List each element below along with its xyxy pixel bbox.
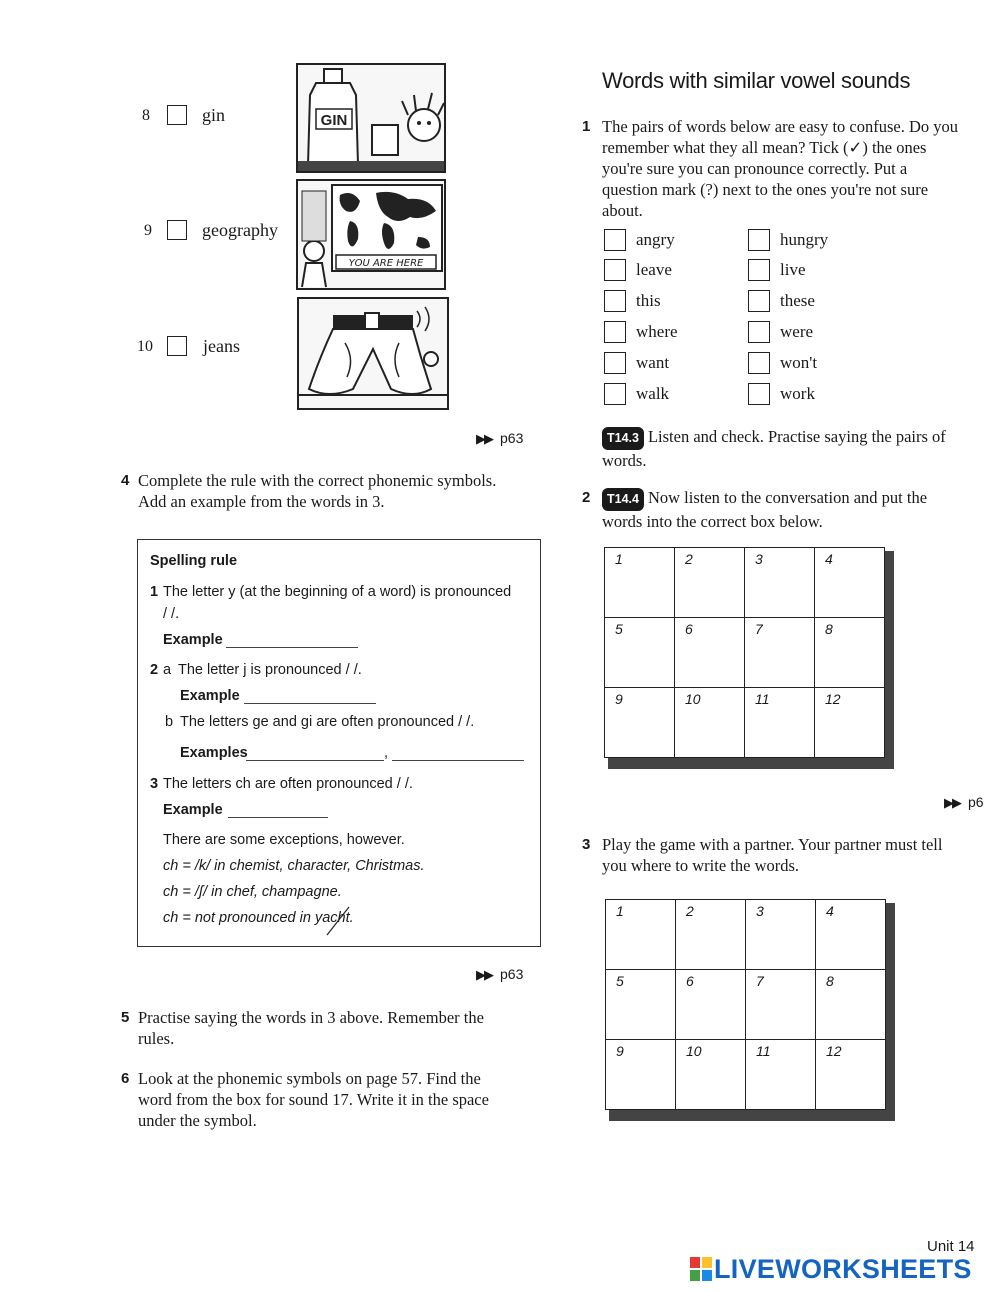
example-label: Example xyxy=(163,802,223,818)
word-label: work xyxy=(780,384,815,403)
exercise-1-line-3: you're sure you can pronounce correctly. Put a xyxy=(602,159,908,178)
exercise-5-line-1: Practise saying the words in 3 above. Remember the xyxy=(138,1008,484,1027)
exercise-5-line-2: rules. xyxy=(138,1029,175,1048)
exercise-1-line-1: The pairs of words below are easy to confuse. Do you xyxy=(602,117,959,136)
exception-2: ch = /ʃ/ in chef, champagne. xyxy=(163,884,342,900)
grid-cell[interactable]: 9 xyxy=(605,688,675,758)
tick-box[interactable] xyxy=(748,229,770,251)
word-label: were xyxy=(780,322,814,341)
word-label: this xyxy=(636,291,661,310)
exercise-6 xyxy=(118,1068,558,1131)
rule-2a-text: The letter j is pronounced / /. xyxy=(178,662,362,678)
exceptions-intro: There are some exceptions, however. xyxy=(163,832,405,848)
bottle-label: GIN xyxy=(320,112,348,129)
grid-cell[interactable]: 3 xyxy=(745,548,815,618)
exercise-2-line-2: words into the correct box below. xyxy=(602,512,823,531)
word-label: live xyxy=(780,260,806,279)
exercise-number: 3 xyxy=(582,836,591,853)
strike-mark-icon xyxy=(323,905,353,939)
exercise-1-line-5: about. xyxy=(602,201,643,220)
exercise-number: 5 xyxy=(121,1009,130,1026)
word-label: walk xyxy=(636,384,670,403)
grid-cell[interactable]: 4 xyxy=(815,548,885,618)
rule-2-number: 2 xyxy=(150,662,159,678)
grid-cell[interactable]: 12 xyxy=(815,688,885,758)
exercise-1-line-2: remember what they all mean? Tick (✓) the ones xyxy=(602,138,927,157)
double-arrow-icon: ▶▶ xyxy=(476,432,492,447)
spelling-rule-box xyxy=(137,539,541,947)
exercise-number: 6 xyxy=(121,1070,130,1087)
gin-bottle-picture xyxy=(296,63,446,173)
examples-label: Examples xyxy=(180,745,248,761)
word-label: won't xyxy=(780,353,818,372)
rule-2a-letter: a xyxy=(163,662,172,678)
grid-cell[interactable]: 3 xyxy=(746,900,816,970)
tick-box[interactable] xyxy=(748,290,770,312)
exercise-3-line-2: you where to write the words. xyxy=(602,856,800,875)
grid-cell[interactable]: 11 xyxy=(746,1040,816,1110)
tick-box[interactable] xyxy=(604,352,626,374)
grid-cell[interactable]: 4 xyxy=(816,900,886,970)
word-label: want xyxy=(636,353,670,372)
grid-cell[interactable]: 7 xyxy=(746,970,816,1040)
picture-item-10 xyxy=(137,336,277,360)
tick-box[interactable] xyxy=(748,259,770,281)
rule-title: Spelling rule xyxy=(150,553,238,569)
example-blank-1[interactable] xyxy=(246,748,384,761)
grid-cell[interactable]: 8 xyxy=(815,618,885,688)
page-reference-right: ▶▶ p6 xyxy=(944,794,984,811)
exception-1: ch = /k/ in chemist, character, Christmas. xyxy=(163,858,425,874)
grid-cell[interactable]: 5 xyxy=(606,970,676,1040)
grid-cell[interactable]: 1 xyxy=(606,900,676,970)
grid-cell[interactable]: 7 xyxy=(745,618,815,688)
exercise-5 xyxy=(118,1007,558,1049)
grid-cell[interactable]: 6 xyxy=(676,970,746,1040)
listen-line-2: words. xyxy=(602,451,647,470)
rule-1: 1 xyxy=(150,584,159,600)
word-grid-1 xyxy=(604,547,885,758)
comma: , xyxy=(384,745,389,761)
rule-2b-letter: b xyxy=(165,714,174,730)
word-label: hungry xyxy=(780,230,829,249)
track-badge: T14.3 xyxy=(602,427,644,450)
brand-name: LIVEWORKSHEETS xyxy=(714,1254,972,1284)
tick-box[interactable] xyxy=(604,229,626,251)
track-badge: T14.4 xyxy=(602,488,644,511)
rule-1-slashes: / /. xyxy=(163,606,180,622)
section-title: Words with similar vowel sounds xyxy=(602,68,911,93)
tick-box[interactable] xyxy=(604,321,626,343)
picture-item-9 xyxy=(142,220,287,244)
exercise-3 xyxy=(582,834,997,876)
exercise-1-line-4: question mark (?) next to the ones you're not sure xyxy=(602,180,929,199)
page-reference: ▶▶ p63 xyxy=(476,966,524,983)
item-number: 9 xyxy=(144,222,152,239)
answer-checkbox[interactable] xyxy=(167,336,187,356)
example-blank[interactable] xyxy=(228,805,328,818)
grid-cell[interactable]: 9 xyxy=(606,1040,676,1110)
rule-1-text: The letter y (at the beginning of a word) is pronounced xyxy=(163,584,512,600)
item-word: gin xyxy=(202,105,226,125)
exercise-4-line-1: Complete the rule with the correct phonemic symbols. xyxy=(138,471,497,490)
word-grid-2 xyxy=(605,899,886,1110)
grid-cell[interactable]: 10 xyxy=(676,1040,746,1110)
exercise-3-line-1: Play the game with a partner. Your partner must tell xyxy=(602,835,943,854)
exercise-1 xyxy=(582,116,997,221)
example-blank[interactable] xyxy=(244,691,376,704)
exercise-6-line-3: under the symbol. xyxy=(138,1111,257,1130)
exercise-2-line-1: Now listen to the conversation and put the xyxy=(647,488,928,507)
example-label: Example xyxy=(163,632,223,648)
word-label: where xyxy=(636,322,678,341)
page-reference: ▶▶ p63 xyxy=(476,430,524,447)
rule-3-text: The letters ch are often pronounced / /. xyxy=(163,776,413,792)
exercise-4 xyxy=(118,470,558,512)
grid-cell[interactable]: 12 xyxy=(816,1040,886,1110)
grid-cell[interactable]: 11 xyxy=(745,688,815,758)
grid-cell[interactable]: 10 xyxy=(675,688,745,758)
tick-box[interactable] xyxy=(604,259,626,281)
tick-box[interactable] xyxy=(748,321,770,343)
example-label: Example xyxy=(180,688,240,704)
grid-cell[interactable]: 6 xyxy=(675,618,745,688)
example-blank-2[interactable] xyxy=(392,748,524,761)
grid-cell[interactable]: 2 xyxy=(676,900,746,970)
world-map-picture xyxy=(296,179,446,290)
listen-line-1: Listen and check. Practise saying the pairs of xyxy=(647,427,946,446)
item-word: jeans xyxy=(203,336,240,356)
exception-3: ch = not pronounced in yacht. xyxy=(163,910,354,926)
liveworksheets-logo-icon xyxy=(690,1257,712,1281)
item-number: 10 xyxy=(137,338,153,355)
word-label: leave xyxy=(636,260,672,279)
exercise-2 xyxy=(582,487,997,532)
map-caption: YOU ARE HERE xyxy=(348,258,424,269)
answer-checkbox[interactable] xyxy=(167,105,187,125)
picture-item-8 xyxy=(142,105,282,129)
tick-box[interactable] xyxy=(748,383,770,405)
unit-label: Unit 14 xyxy=(927,1238,975,1255)
item-word: geography xyxy=(202,220,278,240)
rule-3-number: 3 xyxy=(150,776,159,792)
answer-checkbox[interactable] xyxy=(167,220,187,240)
word-label: angry xyxy=(636,230,675,249)
exercise-number: 1 xyxy=(582,118,591,135)
exercise-6-line-2: word from the box for sound 17. Write it in the space xyxy=(138,1090,489,1109)
tick-box[interactable] xyxy=(604,383,626,405)
tick-box[interactable] xyxy=(748,352,770,374)
rule-2b-text: The letters ge and gi are often pronounced / /. xyxy=(180,714,475,730)
exercise-number: 4 xyxy=(121,472,130,489)
double-arrow-icon: ▶▶ xyxy=(476,968,492,983)
grid-cell[interactable]: 2 xyxy=(675,548,745,618)
grid-cell[interactable]: 5 xyxy=(605,618,675,688)
listen-and-check xyxy=(602,426,997,471)
grid-cell[interactable]: 1 xyxy=(605,548,675,618)
word-label: these xyxy=(780,291,815,310)
jeans-picture xyxy=(297,297,449,410)
exercise-4-line-2: Add an example from the words in 3. xyxy=(138,492,385,511)
tick-box[interactable] xyxy=(604,290,626,312)
grid-cell[interactable]: 8 xyxy=(816,970,886,1040)
example-blank[interactable] xyxy=(226,635,358,648)
exercise-number: 2 xyxy=(582,489,591,506)
double-arrow-icon: ▶▶ xyxy=(944,796,960,811)
item-number: 8 xyxy=(142,107,150,124)
exercise-6-line-1: Look at the phonemic symbols on page 57. Find the xyxy=(138,1069,481,1088)
